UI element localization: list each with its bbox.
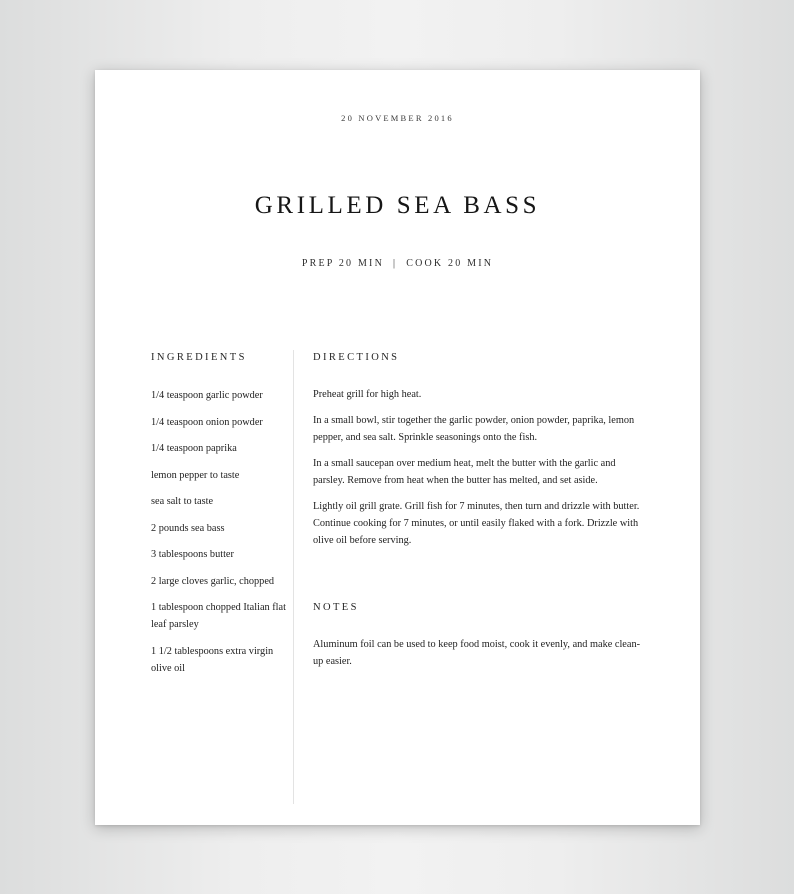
recipe-date: 20 NOVEMBER 2016 xyxy=(341,113,454,123)
ingredients-heading: INGREDIENTS xyxy=(151,352,247,363)
ingredient-item: 1 1/2 tablespoons extra virgin olive oil xyxy=(151,645,274,674)
time-separator: | xyxy=(393,258,398,269)
directions-heading: DIRECTIONS xyxy=(313,352,400,363)
ingredients-list xyxy=(151,387,289,686)
ingredient-item: 2 pounds sea bass xyxy=(151,522,225,534)
ingredient-item: 1 tablespoon chopped Italian flat leaf parsley xyxy=(151,602,286,630)
direction-step: In a small saucepan over medium heat, melt the butter with the garlic and parsley. Remove from heat when the butter has melted, and set aside. xyxy=(313,458,616,486)
ingredient-item: 1/4 teaspoon garlic powder xyxy=(151,390,263,401)
prep-time: PREP 20 MIN xyxy=(301,258,384,269)
direction-step: In a small bowl, stir together the garlic powder, onion powder, paprika, lemon pepper, and sea salt. Sprinkle seasonings onto the fish. xyxy=(313,415,635,443)
ingredient-item: sea salt to taste xyxy=(151,496,214,507)
recipe-title: GRILLED SEA BASS xyxy=(254,192,541,219)
recipe-times xyxy=(95,258,700,269)
ingredient-item: 2 large cloves garlic, chopped xyxy=(151,575,275,587)
direction-step: Preheat grill for high heat. xyxy=(313,389,422,400)
direction-step: Lightly oil grill grate. Grill fish for 7 minutes, then turn and drizzle with butter. Continue cooking for 7 minutes, or until easily flaked with a fork. Drizzle with olive oil before serving. xyxy=(313,501,640,546)
ingredient-item: 1/4 teaspoon onion powder xyxy=(151,416,263,428)
notes-section xyxy=(313,636,643,679)
directions-list xyxy=(313,386,643,558)
column-divider xyxy=(293,350,294,804)
cook-time: COOK 20 MIN xyxy=(406,258,494,269)
notes-text: Aluminum foil can be used to keep food moist, cook it evenly, and make clean-up easier. xyxy=(313,639,641,667)
notes-heading: NOTES xyxy=(313,602,359,613)
ingredient-item: 1/4 teaspoon paprika xyxy=(151,443,237,454)
ingredient-item: lemon pepper to taste xyxy=(151,469,240,481)
recipe-page xyxy=(95,70,700,825)
ingredient-item: 3 tablespoons butter xyxy=(151,549,234,560)
